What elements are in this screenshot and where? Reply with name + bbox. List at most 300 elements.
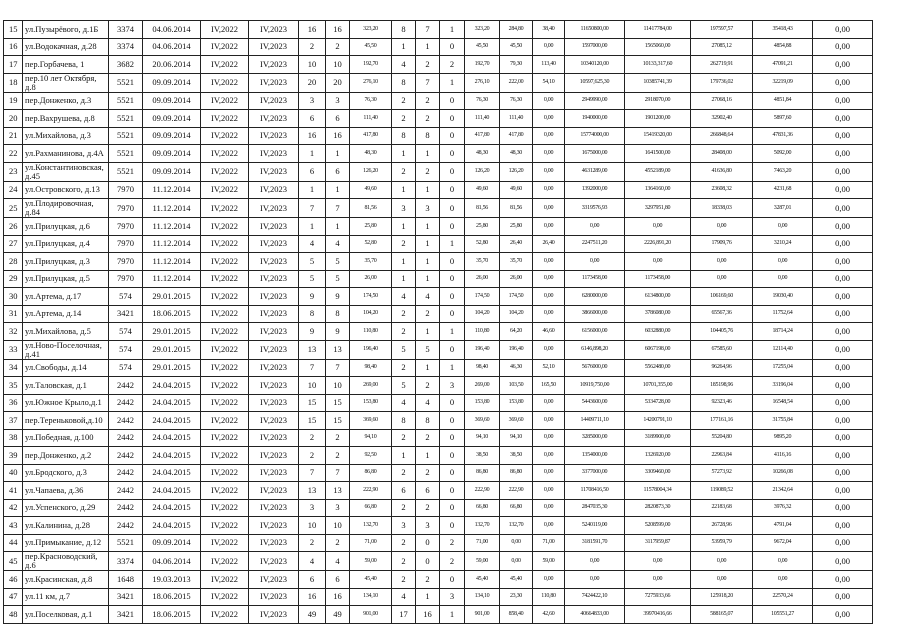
cell-row-number: 24: [4, 181, 23, 199]
cell-funds-total: 1173458,00: [565, 270, 625, 288]
cell-start-quarter: IV,2022: [201, 571, 249, 589]
cell-funds-municipal: 53959,79: [691, 534, 753, 552]
cell-row-number: 26: [4, 218, 23, 236]
cell-address: пер.Донженко, д.2: [23, 447, 109, 465]
cell-residents-count: 7: [299, 199, 326, 218]
cell-document-number: 574: [109, 340, 143, 359]
cell-area-settled: 174,50: [465, 288, 500, 306]
cell-row-number: 31: [4, 305, 23, 323]
cell-rooms-municipal: 2: [416, 571, 440, 589]
cell-area-private: 0,00: [533, 127, 565, 145]
cell-area-total: 417,80: [350, 127, 392, 145]
cell-area-total: 66,80: [350, 499, 392, 517]
cell-residents-count: 1: [299, 181, 326, 199]
cell-row-number: 46: [4, 571, 23, 589]
cell-rooms-private: 0: [440, 340, 465, 359]
cell-address: ул.Прилуцкая, д.6: [23, 218, 109, 236]
cell-funds-local: 5092,00: [753, 145, 813, 163]
cell-document-number: 2442: [109, 482, 143, 500]
cell-area-total: 369,60: [350, 412, 392, 430]
cell-area-municipal: 45,50: [500, 38, 533, 56]
cell-area-private: 0,00: [533, 482, 565, 500]
table-row: [4, 288, 873, 306]
cell-funds-extra: 0,00: [813, 73, 873, 92]
cell-row-number: 40: [4, 464, 23, 482]
cell-funds-total: 2847035,30: [565, 499, 625, 517]
cell-area-settled: 222,90: [465, 482, 500, 500]
cell-residents-planned: 13: [326, 482, 350, 500]
table-row: [4, 162, 873, 181]
cell-residents-count: 2: [299, 534, 326, 552]
cell-end-quarter: IV,2023: [249, 340, 299, 359]
cell-residents-planned: 7: [326, 359, 350, 377]
cell-area-total: 71,00: [350, 534, 392, 552]
cell-residents-planned: 2: [326, 534, 350, 552]
cell-document-number: 5521: [109, 92, 143, 110]
cell-residents-count: 10: [299, 377, 326, 395]
cell-area-private: 0,00: [533, 162, 565, 181]
table-row: [4, 412, 873, 430]
cell-funds-municipal: 177161,16: [691, 412, 753, 430]
cell-rooms-private: 0: [440, 447, 465, 465]
cell-area-total: 94,10: [350, 429, 392, 447]
cell-end-quarter: IV,2023: [249, 394, 299, 412]
cell-document-number: 574: [109, 323, 143, 341]
cell-start-quarter: IV,2022: [201, 56, 249, 74]
cell-area-total: 45,50: [350, 38, 392, 56]
cell-funds-municipal: 65567,36: [691, 305, 753, 323]
cell-area-municipal: 0,00: [500, 534, 533, 552]
cell-residents-count: 5: [299, 270, 326, 288]
cell-funds-regional: 0,00: [625, 552, 691, 571]
cell-funds-regional: 0,00: [625, 253, 691, 271]
cell-funds-municipal: 96264,96: [691, 359, 753, 377]
cell-area-private: 0,00: [533, 145, 565, 163]
cell-funds-extra: 0,00: [813, 162, 873, 181]
cell-funds-extra: 0,00: [813, 552, 873, 571]
cell-funds-regional: 2226,891,20: [625, 235, 691, 253]
cell-address: ул.Михайлова, д.5: [23, 323, 109, 341]
table-row: [4, 218, 873, 236]
cell-funds-municipal: 18338,03: [691, 199, 753, 218]
cell-funds-local: 3210,24: [753, 235, 813, 253]
cell-rooms-municipal: 2: [416, 305, 440, 323]
cell-residents-planned: 15: [326, 412, 350, 430]
cell-funds-municipal: 67585,60: [691, 340, 753, 359]
cell-area-private: 0,00: [533, 464, 565, 482]
cell-end-quarter: IV,2023: [249, 92, 299, 110]
cell-funds-extra: 0,00: [813, 377, 873, 395]
cell-rooms-private: 0: [440, 482, 465, 500]
cell-rooms-municipal: 2: [416, 377, 440, 395]
cell-rooms-total: 4: [392, 56, 416, 74]
cell-area-private: 165,50: [533, 377, 565, 395]
cell-funds-local: 0,00: [753, 218, 813, 236]
cell-document-date: 04.06.2014: [143, 552, 201, 571]
table-row: [4, 305, 873, 323]
cell-area-municipal: 94,10: [500, 429, 533, 447]
cell-rooms-total: 2: [392, 110, 416, 128]
cell-residents-count: 10: [299, 517, 326, 535]
cell-rooms-municipal: 1: [416, 588, 440, 606]
cell-funds-total: 6146,898,20: [565, 340, 625, 359]
table-row: [4, 588, 873, 606]
cell-area-settled: 71,00: [465, 534, 500, 552]
cell-funds-regional: 6134800,00: [625, 288, 691, 306]
cell-area-total: 174,50: [350, 288, 392, 306]
cell-start-quarter: IV,2022: [201, 359, 249, 377]
cell-funds-total: 11708416,50: [565, 482, 625, 500]
cell-funds-total: 0,00: [565, 552, 625, 571]
cell-area-settled: 269,00: [465, 377, 500, 395]
table-row: [4, 253, 873, 271]
cell-start-quarter: IV,2022: [201, 534, 249, 552]
cell-end-quarter: IV,2023: [249, 552, 299, 571]
cell-funds-local: 12114,40: [753, 340, 813, 359]
cell-funds-municipal: 266848,64: [691, 127, 753, 145]
cell-row-number: 34: [4, 359, 23, 377]
cell-area-private: 0,00: [533, 181, 565, 199]
cell-area-total: 45,40: [350, 571, 392, 589]
cell-area-settled: 86,80: [465, 464, 500, 482]
cell-funds-total: 1675000,00: [565, 145, 625, 163]
cell-document-date: 19.03.2013: [143, 571, 201, 589]
cell-address: ул.Артема, д.14: [23, 305, 109, 323]
cell-residents-planned: 7: [326, 199, 350, 218]
cell-rooms-total: 8: [392, 73, 416, 92]
cell-end-quarter: IV,2023: [249, 145, 299, 163]
cell-row-number: 33: [4, 340, 23, 359]
cell-start-quarter: IV,2022: [201, 253, 249, 271]
cell-end-quarter: IV,2023: [249, 73, 299, 92]
cell-row-number: 41: [4, 482, 23, 500]
cell-funds-regional: 5334728,00: [625, 394, 691, 412]
cell-funds-local: 4231,68: [753, 181, 813, 199]
cell-area-settled: 52,80: [465, 235, 500, 253]
cell-funds-extra: 0,00: [813, 127, 873, 145]
cell-funds-total: 1392000,00: [565, 181, 625, 199]
cell-address: ул.Прилуцкая, д.3: [23, 253, 109, 271]
cell-document-date: 09.09.2014: [143, 162, 201, 181]
cell-address: ул.Ново-Поселочная, д.41: [23, 340, 109, 359]
cell-end-quarter: IV,2023: [249, 606, 299, 624]
cell-residents-planned: 1: [326, 181, 350, 199]
cell-area-private: 38,40: [533, 21, 565, 39]
table-row: [4, 270, 873, 288]
cell-document-date: 24.04.2015: [143, 482, 201, 500]
cell-end-quarter: IV,2023: [249, 162, 299, 181]
cell-funds-municipal: 32902,40: [691, 110, 753, 128]
cell-rooms-total: 8: [392, 127, 416, 145]
cell-area-settled: 76,30: [465, 92, 500, 110]
cell-funds-local: 11752,64: [753, 305, 813, 323]
cell-funds-extra: 0,00: [813, 482, 873, 500]
cell-funds-extra: 0,00: [813, 606, 873, 624]
cell-end-quarter: IV,2023: [249, 588, 299, 606]
cell-residents-count: 9: [299, 323, 326, 341]
cell-residents-count: 7: [299, 359, 326, 377]
cell-area-municipal: 196,40: [500, 340, 533, 359]
cell-residents-planned: 6: [326, 162, 350, 181]
cell-funds-extra: 0,00: [813, 92, 873, 110]
cell-document-number: 7970: [109, 181, 143, 199]
cell-funds-total: 14409711,10: [565, 412, 625, 430]
cell-residents-planned: 2: [326, 447, 350, 465]
cell-area-settled: 901,00: [465, 606, 500, 624]
cell-document-number: 2442: [109, 412, 143, 430]
cell-start-quarter: IV,2022: [201, 517, 249, 535]
cell-document-date: 11.12.2014: [143, 199, 201, 218]
cell-funds-local: 0,00: [753, 270, 813, 288]
cell-row-number: 27: [4, 235, 23, 253]
cell-end-quarter: IV,2023: [249, 38, 299, 56]
cell-area-settled: 49,60: [465, 181, 500, 199]
cell-funds-municipal: 26728,96: [691, 517, 753, 535]
cell-residents-planned: 4: [326, 235, 350, 253]
cell-residents-planned: 4: [326, 552, 350, 571]
cell-residents-count: 2: [299, 447, 326, 465]
cell-document-number: 3682: [109, 56, 143, 74]
cell-area-settled: 38,50: [465, 447, 500, 465]
cell-area-settled: 111,40: [465, 110, 500, 128]
cell-rooms-private: 0: [440, 127, 465, 145]
cell-funds-regional: 15419320,00: [625, 127, 691, 145]
cell-rooms-total: 2: [392, 534, 416, 552]
cell-address: ул.Красинская, д.8: [23, 571, 109, 589]
cell-start-quarter: IV,2022: [201, 92, 249, 110]
cell-funds-municipal: 23608,32: [691, 181, 753, 199]
cell-document-date: 29.01.2015: [143, 340, 201, 359]
cell-funds-total: 6280000,00: [565, 288, 625, 306]
cell-document-date: 18.06.2015: [143, 588, 201, 606]
cell-rooms-total: 4: [392, 588, 416, 606]
cell-document-date: 29.01.2015: [143, 359, 201, 377]
cell-residents-count: 9: [299, 288, 326, 306]
cell-end-quarter: IV,2023: [249, 305, 299, 323]
cell-area-private: 42,60: [533, 606, 565, 624]
cell-row-number: 29: [4, 270, 23, 288]
cell-area-private: 0,00: [533, 288, 565, 306]
cell-end-quarter: IV,2023: [249, 377, 299, 395]
cell-start-quarter: IV,2022: [201, 499, 249, 517]
cell-area-total: 76,30: [350, 92, 392, 110]
cell-funds-regional: 7275933,66: [625, 588, 691, 606]
cell-row-number: 37: [4, 412, 23, 430]
cell-funds-total: 3377000,00: [565, 464, 625, 482]
cell-document-number: 2442: [109, 499, 143, 517]
cell-rooms-total: 1: [392, 270, 416, 288]
cell-area-total: 59,00: [350, 552, 392, 571]
cell-funds-regional: 6032880,00: [625, 323, 691, 341]
cell-residents-count: 4: [299, 552, 326, 571]
cell-address: ул.Поселковая, д.1: [23, 606, 109, 624]
cell-area-total: 81,56: [350, 199, 392, 218]
cell-funds-extra: 0,00: [813, 56, 873, 74]
cell-end-quarter: IV,2023: [249, 571, 299, 589]
cell-funds-extra: 0,00: [813, 181, 873, 199]
cell-funds-local: 0,00: [753, 253, 813, 271]
cell-rooms-private: 0: [440, 499, 465, 517]
cell-funds-local: 3976,32: [753, 499, 813, 517]
cell-row-number: 18: [4, 73, 23, 92]
cell-end-quarter: IV,2023: [249, 270, 299, 288]
cell-funds-extra: 0,00: [813, 305, 873, 323]
cell-document-number: 3374: [109, 21, 143, 39]
cell-document-number: 7970: [109, 253, 143, 271]
cell-area-private: 0,00: [533, 218, 565, 236]
cell-residents-count: 1: [299, 145, 326, 163]
cell-area-settled: 276,10: [465, 73, 500, 92]
cell-funds-total: 5443600,00: [565, 394, 625, 412]
table-row: [4, 199, 873, 218]
cell-end-quarter: IV,2023: [249, 56, 299, 74]
cell-row-number: 16: [4, 38, 23, 56]
cell-funds-local: 31755,84: [753, 412, 813, 430]
cell-funds-local: 10266,08: [753, 464, 813, 482]
cell-address: пер.Вахрушева, д.8: [23, 110, 109, 128]
table-row: [4, 552, 873, 571]
cell-area-private: 0,00: [533, 447, 565, 465]
cell-address: ул.Константиновская, д.45: [23, 162, 109, 181]
cell-start-quarter: IV,2022: [201, 145, 249, 163]
cell-rooms-municipal: 3: [416, 199, 440, 218]
cell-address: пер.Тереньковой,д.10: [23, 412, 109, 430]
table-row: [4, 73, 873, 92]
cell-end-quarter: IV,2023: [249, 412, 299, 430]
cell-area-settled: 81,56: [465, 199, 500, 218]
cell-residents-planned: 3: [326, 92, 350, 110]
cell-area-settled: 45,50: [465, 38, 500, 56]
cell-funds-municipal: 41636,80: [691, 162, 753, 181]
cell-funds-municipal: 197597,57: [691, 21, 753, 39]
cell-rooms-total: 5: [392, 377, 416, 395]
cell-area-municipal: 26,40: [500, 235, 533, 253]
cell-rooms-total: 2: [392, 571, 416, 589]
cell-rooms-total: 8: [392, 21, 416, 39]
cell-row-number: 23: [4, 162, 23, 181]
cell-end-quarter: IV,2023: [249, 359, 299, 377]
cell-funds-municipal: 125918,20: [691, 588, 753, 606]
cell-funds-local: 3287,01: [753, 199, 813, 218]
table-row: [4, 181, 873, 199]
cell-rooms-municipal: 1: [416, 218, 440, 236]
cell-rooms-private: 0: [440, 288, 465, 306]
cell-funds-local: 105551,27: [753, 606, 813, 624]
cell-funds-extra: 0,00: [813, 253, 873, 271]
cell-address: ул.Примыкание, д.12: [23, 534, 109, 552]
table-row: [4, 127, 873, 145]
cell-address: ул.Артема, д.17: [23, 288, 109, 306]
cell-funds-extra: 0,00: [813, 218, 873, 236]
cell-document-date: 24.04.2015: [143, 464, 201, 482]
cell-end-quarter: IV,2023: [249, 534, 299, 552]
table-row: [4, 534, 873, 552]
cell-residents-planned: 10: [326, 56, 350, 74]
cell-funds-regional: 4552189,00: [625, 162, 691, 181]
cell-area-private: 46,60: [533, 323, 565, 341]
cell-row-number: 28: [4, 253, 23, 271]
cell-funds-extra: 0,00: [813, 145, 873, 163]
table-row: [4, 38, 873, 56]
cell-area-total: 52,80: [350, 235, 392, 253]
cell-area-municipal: 46,30: [500, 359, 533, 377]
cell-residents-planned: 16: [326, 127, 350, 145]
cell-address: пер.Горбачева, 1: [23, 56, 109, 74]
cell-rooms-total: 3: [392, 517, 416, 535]
cell-area-municipal: 222,90: [500, 482, 533, 500]
cell-document-date: 04.06.2014: [143, 21, 201, 39]
cell-address: пер.Донженко, д.3: [23, 92, 109, 110]
cell-document-date: 11.12.2014: [143, 181, 201, 199]
housing-resettlement-table: [3, 20, 873, 624]
cell-rooms-municipal: 1: [416, 38, 440, 56]
cell-rooms-municipal: 1: [416, 145, 440, 163]
cell-document-date: 09.09.2014: [143, 145, 201, 163]
cell-address: ул.11 км, д.7: [23, 588, 109, 606]
cell-document-number: 3421: [109, 588, 143, 606]
cell-area-total: 276,10: [350, 73, 392, 92]
cell-funds-extra: 0,00: [813, 464, 873, 482]
cell-row-number: 32: [4, 323, 23, 341]
cell-funds-regional: 11578004,34: [625, 482, 691, 500]
cell-residents-count: 8: [299, 305, 326, 323]
cell-document-date: 04.06.2014: [143, 38, 201, 56]
cell-funds-extra: 0,00: [813, 288, 873, 306]
cell-area-municipal: 79,30: [500, 56, 533, 74]
cell-funds-extra: 0,00: [813, 412, 873, 430]
cell-area-settled: 132,70: [465, 517, 500, 535]
cell-residents-count: 6: [299, 571, 326, 589]
cell-rooms-private: 0: [440, 517, 465, 535]
cell-area-settled: 59,00: [465, 552, 500, 571]
cell-funds-regional: 1173458,00: [625, 270, 691, 288]
cell-document-number: 2442: [109, 429, 143, 447]
cell-end-quarter: IV,2023: [249, 464, 299, 482]
cell-funds-local: 17255,04: [753, 359, 813, 377]
cell-area-settled: 110,80: [465, 323, 500, 341]
cell-area-private: 0,00: [533, 412, 565, 430]
cell-rooms-private: 0: [440, 218, 465, 236]
cell-funds-local: 0,00: [753, 552, 813, 571]
cell-funds-local: 33196,04: [753, 377, 813, 395]
cell-funds-regional: 1641500,00: [625, 145, 691, 163]
cell-funds-local: 47831,36: [753, 127, 813, 145]
cell-area-municipal: 222,00: [500, 73, 533, 92]
table-row: [4, 482, 873, 500]
cell-rooms-municipal: 2: [416, 464, 440, 482]
cell-funds-local: 0,00: [753, 571, 813, 589]
cell-rooms-private: 0: [440, 305, 465, 323]
cell-document-number: 3421: [109, 305, 143, 323]
cell-end-quarter: IV,2023: [249, 21, 299, 39]
cell-funds-local: 4791,04: [753, 517, 813, 535]
cell-residents-planned: 1: [326, 145, 350, 163]
cell-document-date: 24.04.2015: [143, 412, 201, 430]
cell-funds-total: 2949990,00: [565, 92, 625, 110]
cell-start-quarter: IV,2022: [201, 21, 249, 39]
cell-funds-regional: 11417784,00: [625, 21, 691, 39]
cell-funds-regional: 0,00: [625, 571, 691, 589]
cell-row-number: 30: [4, 288, 23, 306]
cell-funds-extra: 0,00: [813, 499, 873, 517]
cell-funds-municipal: 57273,92: [691, 464, 753, 482]
cell-row-number: 45: [4, 552, 23, 571]
cell-start-quarter: IV,2022: [201, 181, 249, 199]
table-row: [4, 145, 873, 163]
cell-document-number: 3421: [109, 606, 143, 624]
cell-area-settled: 196,40: [465, 340, 500, 359]
cell-area-municipal: 35,70: [500, 253, 533, 271]
